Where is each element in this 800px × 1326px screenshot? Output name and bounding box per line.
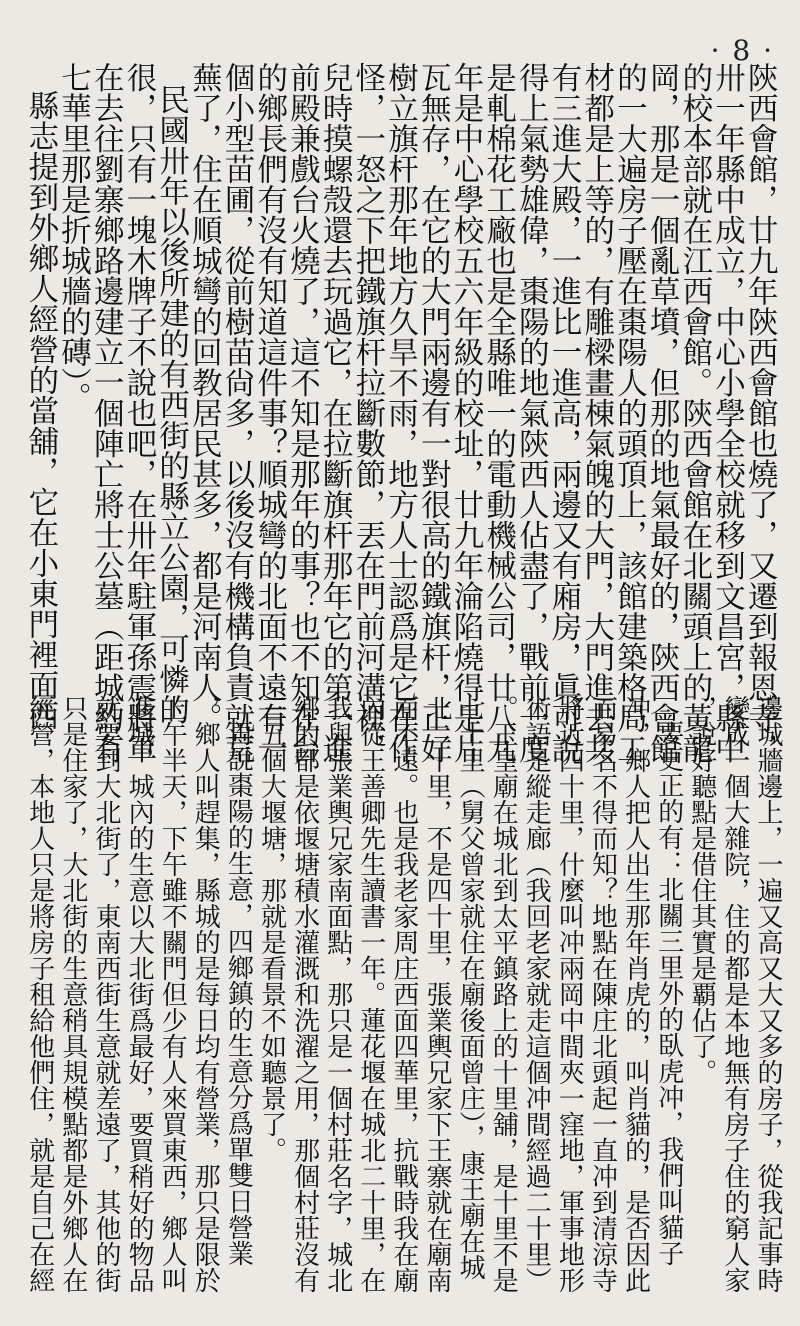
- lower-text-column: 。玉皇廟在城北到太平鎮路上的十里舖，是十里不是: [488, 695, 519, 1293]
- lower-text-column: 冲，鄉人把人出生那年肖虎的，叫肖貓的，是否因此: [620, 695, 651, 1293]
- lower-text-column: 變成一個大雜院，住的都是本地無有房子住的窮人家: [719, 695, 750, 1293]
- lower-text-column: 上午半天，下午雖不關門但少有人來買東西，鄉人叫: [157, 695, 188, 1293]
- upper-text-column: 得上氣勢雄偉，棗陽的地氣陝西人佔盡了，戰前一度: [513, 62, 549, 764]
- upper-text-column: 民國卅年以後所建的有西街的縣立公園，可憐的: [153, 84, 189, 725]
- upper-text-column: 蕪了，住在順城彎的回教居民甚多，都是河南人。: [186, 62, 222, 733]
- upper-text-column: 在去往劉寨鄉路邊建立一個陣亡將士公墓（距城約有: [88, 62, 124, 764]
- upper-text-column: 個小型苗圃，從前樹苗尙多，以後沒有機構負責就荒: [219, 62, 255, 764]
- upper-text-column: 兒時摸螺殼還去玩過它，在拉斷旗杆那年它的第一進: [317, 62, 353, 764]
- upper-text-column: 前殿兼戲台火燒了，這不知是那年的事？也不知在台: [284, 62, 320, 764]
- upper-text-column: 瓦無存，在它的大門兩邊有一對很高的鐵旗杆，正好: [415, 62, 451, 764]
- upper-text-column: 材都是上等的，有雕樑畫棟氣魄的大門，大門進去共: [578, 62, 614, 764]
- upper-text-column: 樹立旗杆那年地方久旱不雨，地方人士認爲是它在作: [382, 62, 418, 764]
- lower-text-column: 邊城牆邊上，一遍又高又大又多的房子，從我記事時: [753, 695, 783, 1293]
- upper-text-column: 七華里那是折城牆的磚）。: [55, 62, 91, 413]
- upper-text-column: 卅一年縣中成立，中心小學全校就移到文昌宮，縣中: [709, 62, 745, 764]
- upper-text-column: 年是中心學校五六年級的校址，廿九年淪陷燒得是片: [447, 62, 483, 764]
- lower-text-column: 鄉的都是依堰塘積水灌溉和洗濯之用，那個村莊沒有: [289, 695, 320, 1293]
- lower-text-column: 要更正的有：北關三里外的臥虎冲，我們叫貓子: [653, 720, 684, 1266]
- lower-text-column: 而易名不得而知？地點在陳庄北頭起一直冲到清涼寺: [587, 695, 618, 1293]
- upper-text-column: 的鄉長們有沒有知道這件事？順城彎的北面不遠有一: [251, 62, 287, 764]
- upper-text-column: 縣志提到外鄉人經營的當舖，它在小東門裡面西: [22, 90, 58, 731]
- lower-text-column: 三五個大堰塘，那就是看景不如聽景了。: [256, 695, 287, 1163]
- lower-text-column: 進城，城內的生意以大北街爲最好，要買稍好的物品: [124, 695, 155, 1293]
- lower-text-column: 七十里（舅父曾家就住在廟後面曾庄），康王廟在城: [455, 695, 486, 1280]
- lower-text-column: 經營，本地人只是將房子租給他們住，就是自己在經: [24, 695, 55, 1293]
- upper-text-column: 很，只有一塊木牌子不說也吧，在卅年駐軍孫震將軍: [120, 62, 156, 764]
- lower-text-column: ，鄉人叫趕集，縣城的是每日均有營業，那只是限於: [190, 695, 221, 1293]
- upper-text-column: 的一大遍房子壓在棗陽人的頭頂上，該館建築格局工: [611, 62, 647, 764]
- page-number: · 8 ·: [710, 34, 774, 67]
- lower-text-column: ，說好聽點是借住其實是覇佔了。: [686, 695, 717, 1085]
- lower-text-column: 術語是縱走廊（我回老家就走這個冲間經過二十里）: [521, 695, 552, 1293]
- lower-text-column: 面不遠。也是我老家周庄西面四華里，抗戰時我在廟: [388, 695, 419, 1293]
- lower-text-column: 就要到大北街了，東南西街生意就差遠了，其他的街: [91, 695, 121, 1293]
- lower-text-column: 將近四十里，什麼叫冲兩岡中間夾一窪地，軍事地形: [554, 695, 585, 1293]
- upper-text-column: 是軋棉花工廠也是全縣唯一的電動機械公司，廿八九: [480, 62, 516, 764]
- lower-text-column: 只是住家了，大北街的生意稍具規模點都是外鄉人在: [57, 695, 88, 1293]
- upper-text-column: 岡，那是一個亂草墳，但那的地氣最好的，陝西會館: [644, 62, 680, 764]
- upper-text-column: 的校本部就在江西會館。陝西會館在北關頭上的黃龍: [676, 62, 712, 764]
- upper-text-column: 怪，一怒之下把鐵旗杆拉斷數節，丟在門前河溝裡，: [349, 62, 385, 764]
- upper-text-column: 有三進大殿，一進比一進高，兩邊又有廂房，眞可說: [546, 62, 582, 764]
- upper-text-column: 陝西會館，廿九年陝西會館也燒了，又遷到報恩寺，: [742, 62, 778, 764]
- lower-text-column: 北二十里，不是四十里，張業輿兄家下王寨就在廟南: [422, 695, 452, 1293]
- lower-text-column: 再說棗陽的生意，四鄉鎮的生意分爲單雙日營業: [223, 720, 254, 1266]
- lower-text-column: 我與張業輿兄家南面點，那只是一個村莊名字，城北: [322, 695, 353, 1293]
- lower-text-column: 內從王善卿先生讀書一年。蓮花堰在城北二十里，在: [355, 695, 386, 1293]
